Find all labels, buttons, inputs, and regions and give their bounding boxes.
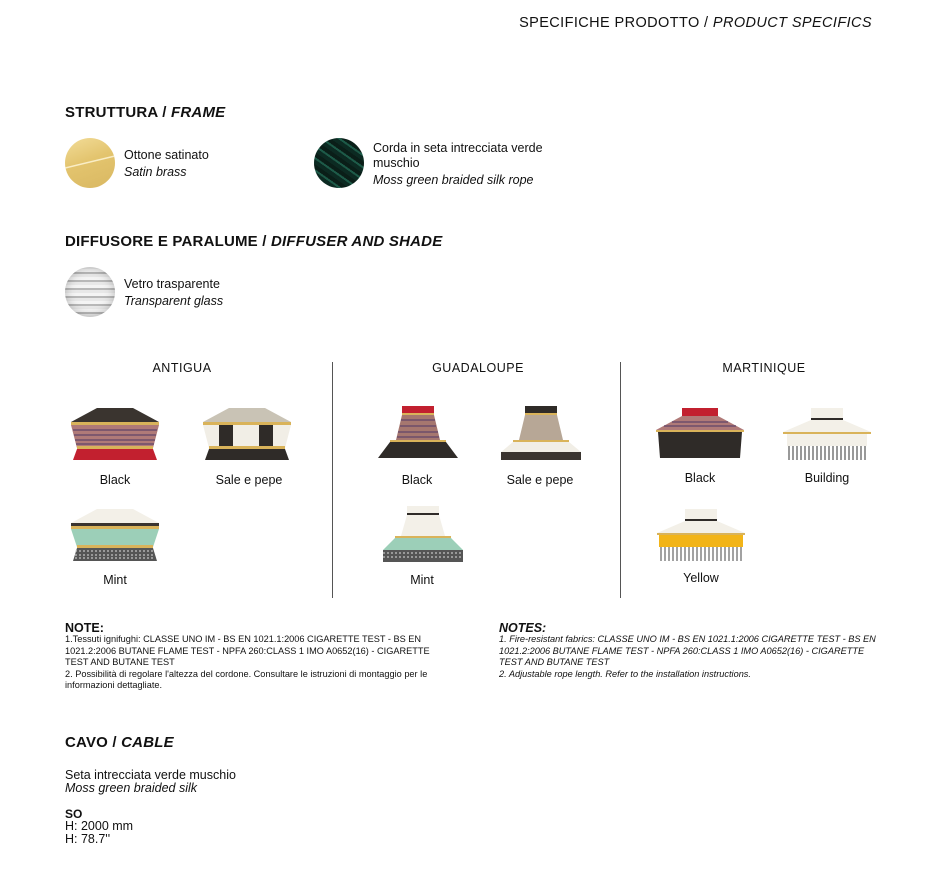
lamp-guadaloupe-mint bbox=[375, 502, 471, 566]
diffuser-title-it: DIFFUSORE E PARALUME bbox=[65, 233, 258, 250]
notes-en-title: NOTES: bbox=[499, 621, 547, 635]
notes-it-title: NOTE: bbox=[65, 621, 104, 635]
cable-title-en: CABLE bbox=[121, 734, 174, 751]
cable-it: Seta intrecciata verde muschio bbox=[65, 768, 236, 782]
collection-title-antigua: ANTIGUA bbox=[152, 361, 212, 375]
frame-section-title: STRUTTURA / FRAME bbox=[65, 104, 226, 121]
lamp-antigua-sale-e-pepe bbox=[199, 402, 295, 466]
frame-title-it: STRUTTURA bbox=[65, 104, 158, 121]
variant-label: Black bbox=[401, 473, 433, 487]
diffuser-material-1 bbox=[124, 277, 223, 309]
lamp-martinique-building bbox=[779, 402, 875, 466]
cable-height-mm: H: 2000 mm bbox=[65, 819, 134, 833]
lamp-guadaloupe-black bbox=[370, 402, 466, 466]
transparent-glass-swatch bbox=[65, 267, 115, 317]
note-line: 1. Fire-resistant fabrics: CLASSE UNO IM - BS EN 1021.1:2006 CIGARETTE TEST - BS EN 1021.2:2006 BUTANE FLAME TEST - NPFA 260:CLASS 1 IMO A0652(16) - CIGARETTE TEST AND BUTANE TEST bbox=[499, 634, 876, 667]
lamp-martinique-black bbox=[652, 402, 748, 466]
variant-label: Building bbox=[804, 471, 850, 485]
satin-brass-swatch bbox=[65, 138, 115, 188]
collection-title-guadaloupe: GUADALOUPE bbox=[432, 361, 524, 375]
material-en: Moss green braided silk rope bbox=[373, 173, 534, 187]
variant-label: Mint bbox=[410, 573, 434, 587]
header-it: SPECIFICHE PRODOTTO bbox=[519, 15, 700, 31]
note-line: 2. Possibilità di regolare l'altezza del cordone. Consultare le istruzioni di montaggio per le informazioni dettagliate. bbox=[65, 668, 428, 690]
frame-material-1 bbox=[124, 148, 209, 180]
variant-label: Black bbox=[99, 473, 131, 487]
moss-green-rope-swatch bbox=[314, 138, 364, 188]
column-divider bbox=[332, 362, 333, 598]
notes-en-body bbox=[499, 634, 879, 680]
cable-dimensions bbox=[65, 820, 133, 846]
cable-code: SO bbox=[65, 807, 83, 821]
material-en: Satin brass bbox=[124, 165, 187, 179]
material-it: Vetro trasparente bbox=[124, 277, 220, 291]
page-header bbox=[519, 15, 872, 31]
cable-en: Moss green braided silk bbox=[65, 781, 198, 795]
lamp-guadaloupe-sale-e-pepe bbox=[493, 402, 589, 466]
cable-title-it: CAVO bbox=[65, 734, 109, 751]
collection-title-martinique: MARTINIQUE bbox=[722, 361, 806, 375]
lamp-martinique-yellow bbox=[653, 505, 749, 569]
material-en: Transparent glass bbox=[124, 294, 224, 308]
diffuser-title-en: DIFFUSER AND SHADE bbox=[271, 233, 443, 250]
cable-description bbox=[65, 769, 236, 795]
lamp-antigua-black bbox=[67, 402, 163, 466]
frame-material-2 bbox=[373, 141, 563, 188]
header-en: PRODUCT SPECIFICS bbox=[712, 15, 872, 31]
column-divider bbox=[620, 362, 621, 598]
header-sep: / bbox=[699, 15, 713, 31]
diffuser-section-title: DIFFUSORE E PARALUME / DIFFUSER AND SHADE bbox=[65, 233, 443, 250]
note-line: 1.Tessuti ignifughi: CLASSE UNO IM - BS EN 1021.1:2006 CIGARETTE TEST - BS EN 1021.2:2006 BUTANE FLAME TEST - NPFA 260:CLASS 1 IMO A0652(16) - CIGARETTE TEST AND BUTANE TEST bbox=[65, 634, 430, 667]
material-it: Ottone satinato bbox=[124, 148, 209, 162]
frame-title-en: FRAME bbox=[171, 104, 226, 121]
cable-section-title: CAVO / CABLE bbox=[65, 734, 174, 751]
variant-label: Yellow bbox=[683, 571, 719, 585]
material-it: Corda in seta intrecciata verde muschio bbox=[373, 141, 543, 170]
variant-label: Mint bbox=[103, 573, 127, 587]
lamp-antigua-mint bbox=[67, 505, 163, 569]
variant-label: Black bbox=[684, 471, 716, 485]
variant-label: Sale e pepe bbox=[215, 473, 283, 487]
note-line: 2. Adjustable rope length. Refer to the installation instructions. bbox=[499, 668, 751, 679]
notes-it-body bbox=[65, 634, 455, 692]
cable-height-in: H: 78.7'' bbox=[65, 832, 111, 846]
variant-label: Sale e pepe bbox=[506, 473, 574, 487]
